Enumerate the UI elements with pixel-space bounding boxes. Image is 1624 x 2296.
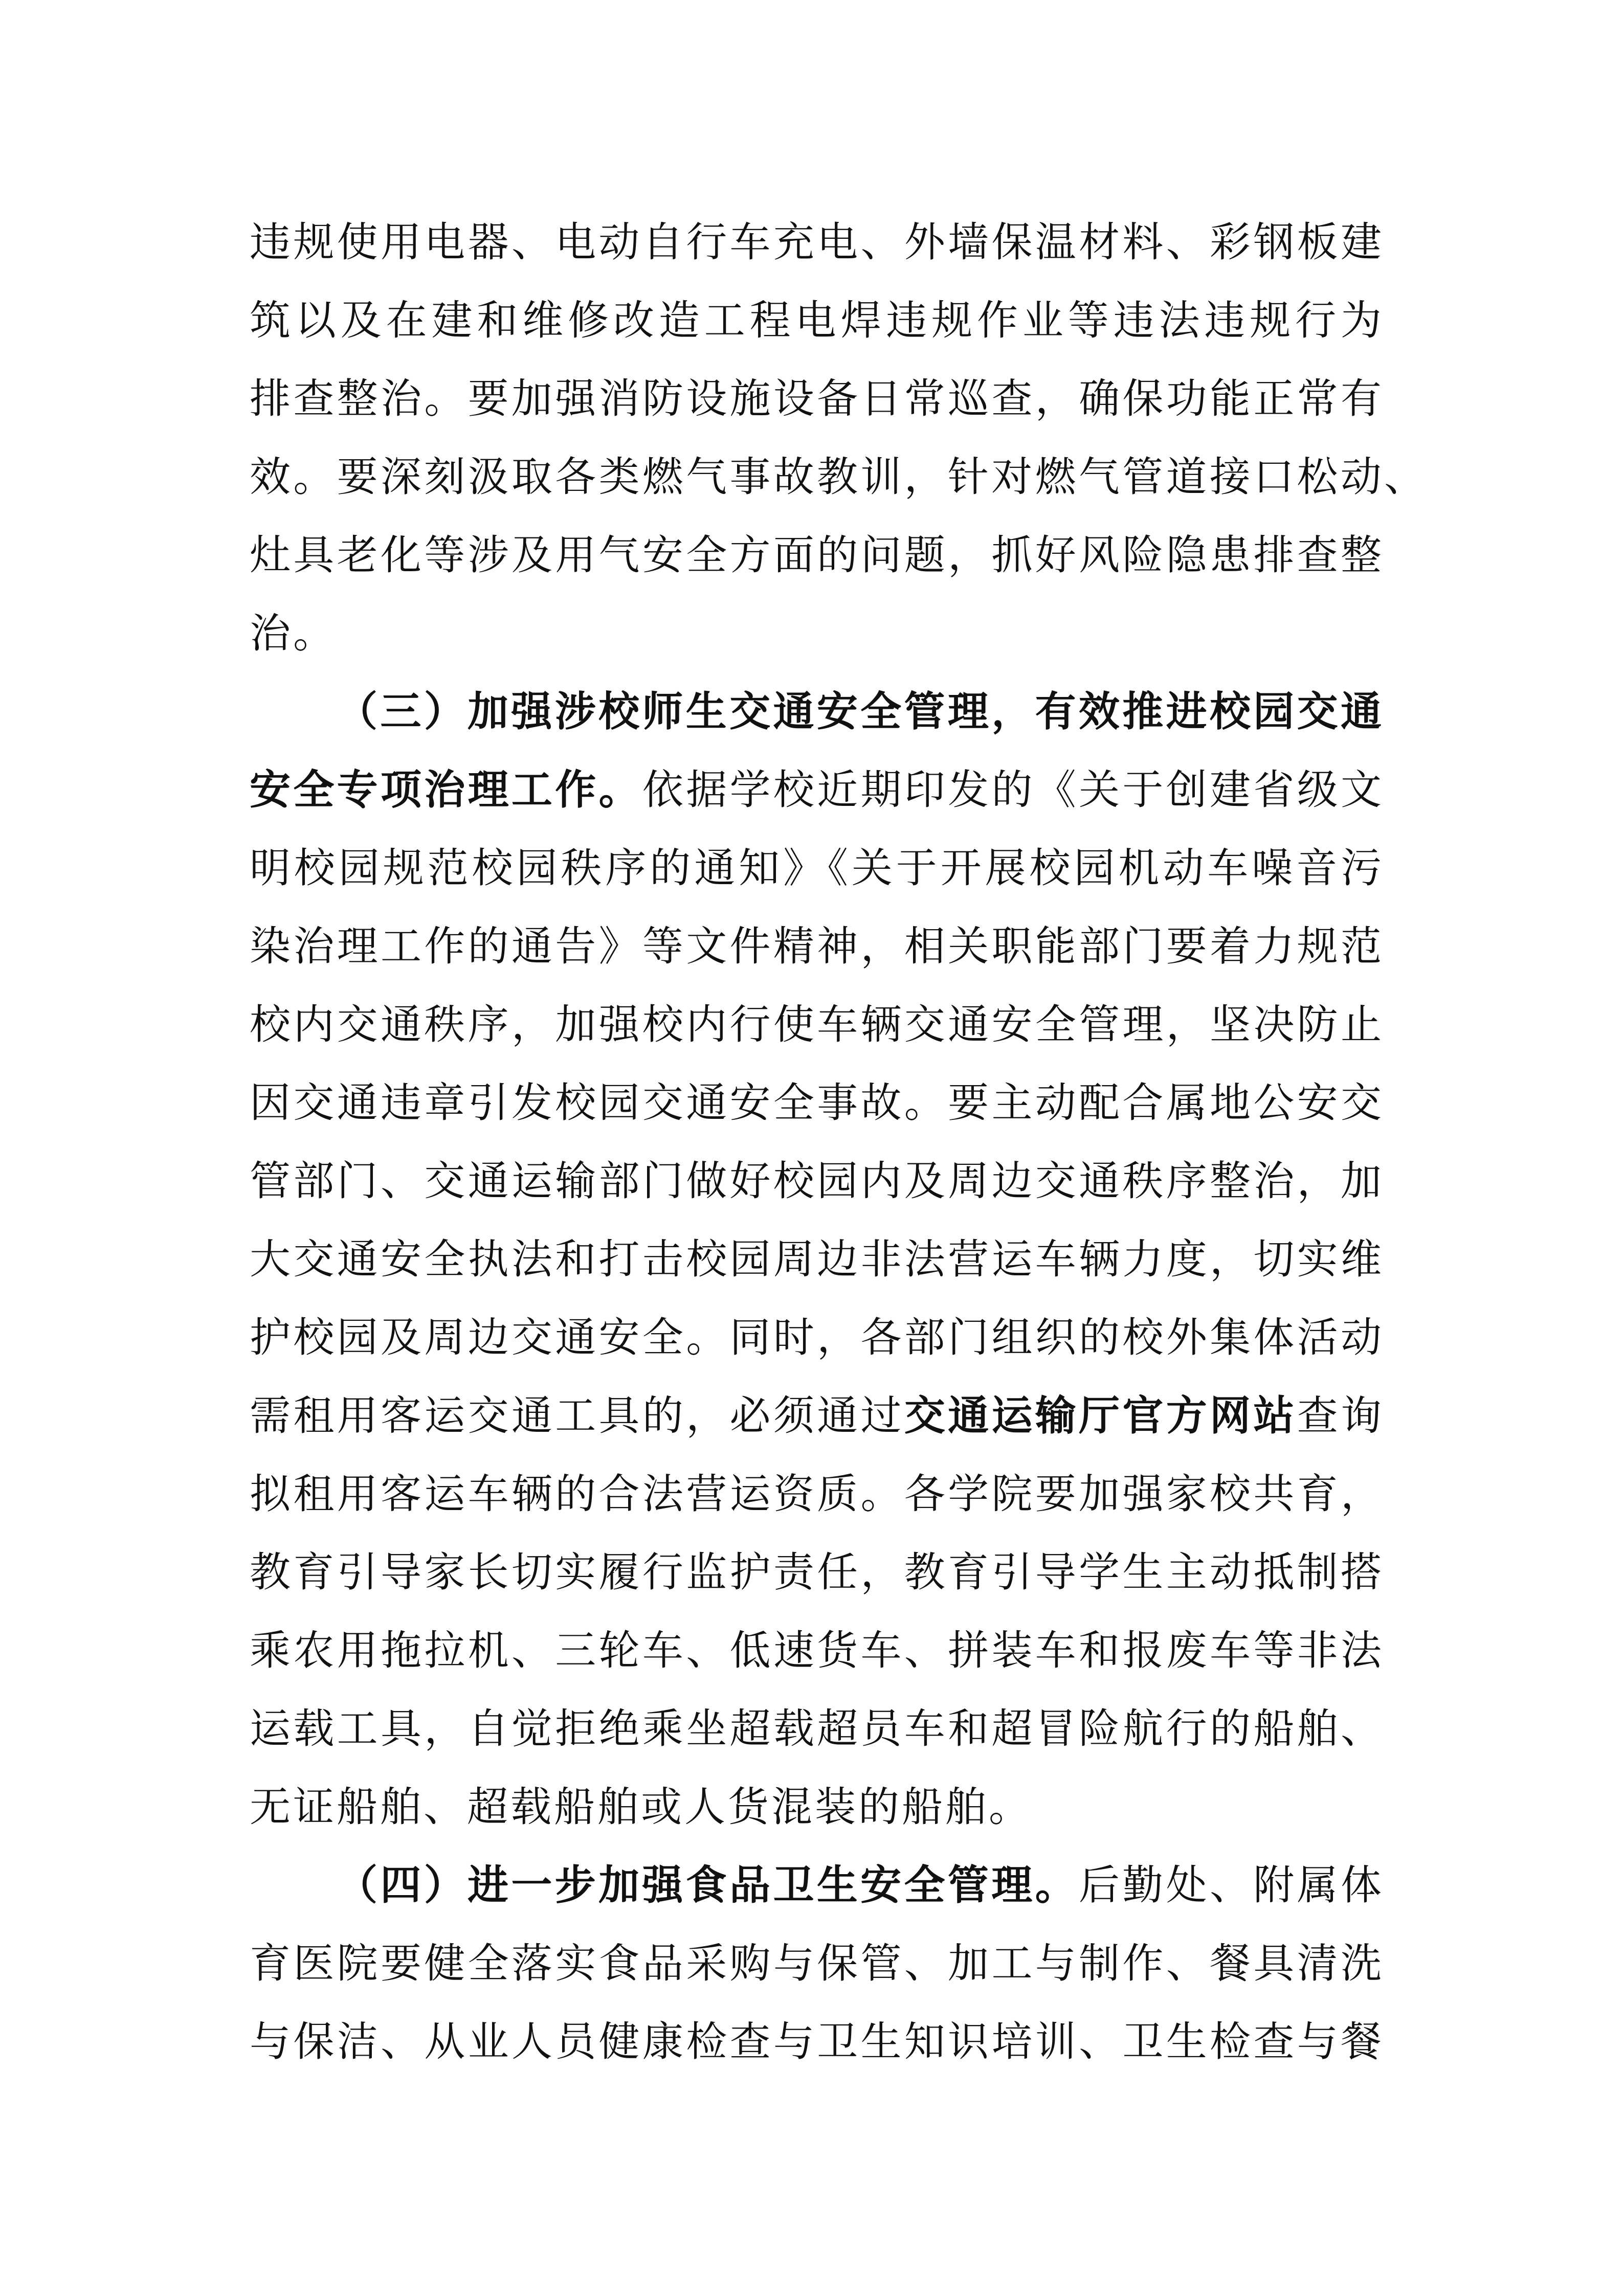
section-heading: 安全专项治理工作。 [250, 766, 642, 814]
text-line [250, 751, 1382, 829]
section-heading: （三）加强涉校师生交通安全管理，有效推进校园交通 [337, 687, 1382, 735]
text-line: 校内交通秩序，加强校内行使车辆交通安全管理，坚决防止 [250, 1001, 1382, 1048]
body-text-run: 依据学校近期印发的《关于创建省级文 [642, 766, 1382, 814]
text-line: 无证船舶、超载船舶或人货混装的船舶。 [250, 1783, 1032, 1831]
text-line: 护校园及周边交通安全。同时，各部门组织的校外集体活动 [250, 1314, 1382, 1361]
text-line: 明校园规范校园秩序的通知》《关于开展校园机动车噪音污 [250, 844, 1382, 892]
text-line: 育医院要健全落实食品采购与保管、加工与制作、餐具清洗 [250, 1940, 1382, 1987]
text-line: 灶具老化等涉及用气安全方面的问题，抓好风险隐患排查整 [250, 531, 1382, 579]
text-line: 违规使用电器、电动自行车充电、外墙保温材料、彩钢板建 [250, 218, 1382, 266]
text-line: 大交通安全执法和打击校园周边非法营运车辆力度，切实维 [250, 1235, 1382, 1283]
text-line: 拟租用客运车辆的合法营运资质。各学院要加强家校共育， [250, 1470, 1382, 1518]
text-line: 染治理工作的通告》等文件精神，相关职能部门要着力规范 [250, 922, 1382, 970]
text-line [250, 1377, 1382, 1455]
text-line: 运载工具，自觉拒绝乘坐超载超员车和超冒险航行的船舶、 [250, 1705, 1382, 1752]
text-line: 乘农用拖拉机、三轮车、低速货车、拼装车和报废车等非法 [250, 1627, 1382, 1674]
text-line [250, 672, 1382, 751]
body-text [250, 203, 1425, 2081]
text-line: 管部门、交通运输部门做好校园内及周边交通秩序整治，加 [250, 1157, 1382, 1205]
body-text-run: 后勤处、附属体 [1078, 1861, 1382, 1909]
text-line: 与保洁、从业人员健康检查与卫生知识培训、卫生检查与餐 [250, 2018, 1382, 2065]
body-text-run: 需租用客运交通工具的，必须通过 [250, 1392, 904, 1439]
text-line: 教育引导家长切实履行监护责任，教育引导学生主动抵制搭 [250, 1548, 1382, 1596]
section-heading: （四）进一步加强食品卫生安全管理。 [337, 1861, 1079, 1909]
text-line: 效。要深刻汲取各类燃气事故教训，针对燃气管道接口松动、 [250, 453, 1425, 501]
emphasis-text: 交通运输厅官方网站 [904, 1391, 1297, 1439]
text-line: 治。 [250, 610, 337, 657]
text-line: 筑以及在建和维修改造工程电焊违规作业等违法违规行为 [250, 297, 1382, 344]
text-line [250, 1846, 1382, 1924]
text-line: 因交通违章引发校园交通安全事故。要主动配合属地公安交 [250, 1079, 1382, 1127]
body-text-run: 查询 [1297, 1392, 1382, 1439]
text-line: 排查整治。要加强消防设施设备日常巡查，确保功能正常有 [250, 375, 1382, 422]
